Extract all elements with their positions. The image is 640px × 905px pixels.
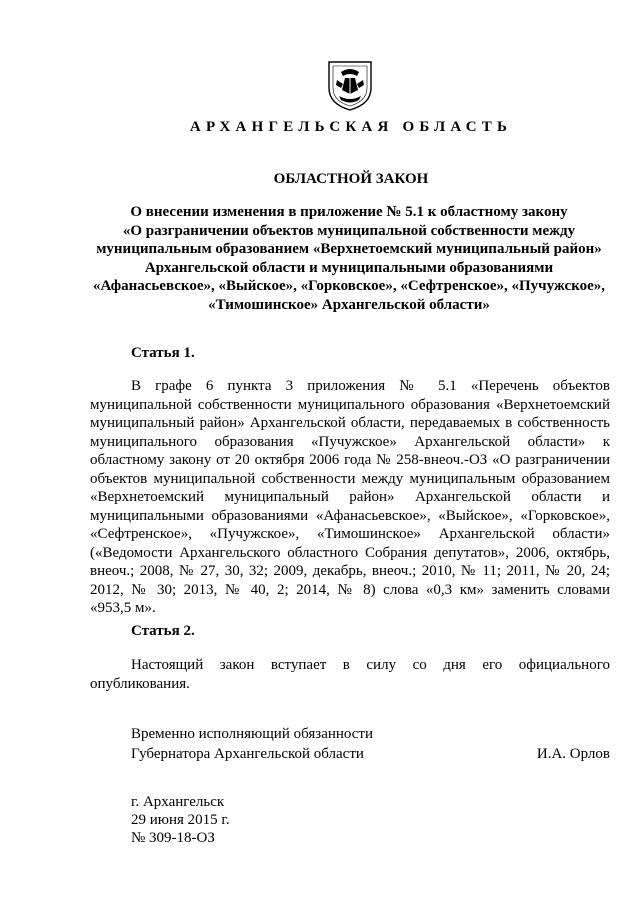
signature-block [131, 724, 610, 764]
text-line: муниципального образования «Пучужское» Архангельской области» к [90, 433, 610, 450]
text-line: 2012, № 30; 2013, № 40, 2; 2014, № 8) слова «0,3 км» заменить словами [90, 581, 610, 598]
article-2-heading: Статья 2. [131, 623, 195, 639]
text-line: «Сефтренское», «Пучужское», «Тимошинское» Архангельской области» [90, 526, 610, 542]
date: 29 июня 2015 г. [131, 812, 230, 828]
adoption-details [131, 793, 230, 847]
text-line: Настоящий закон вступает в силу со дня его официального [131, 657, 610, 673]
city: г. Архангельск [131, 794, 225, 810]
text-line: «953,5 м». [90, 600, 156, 616]
region-name: АРХАНГЕЛЬСКАЯ ОБЛАСТЬ [189, 119, 513, 135]
text-line: областному закону от 20 октября 2006 года № 258-внеоч.-ОЗ «О разграничении [90, 452, 610, 468]
article-1-heading: Статья 1. [131, 345, 195, 361]
law-title-line: Архангельской области и муниципальными образованиями [144, 259, 554, 276]
law-title-line: О внесении изменения в приложение № 5.1 к областному закону [130, 204, 568, 220]
text-line: опубликования. [90, 675, 190, 692]
document-type: ОБЛАСТНОЙ ЗАКОН [273, 171, 429, 187]
law-title-line: «Афанасьевское», «Выйское», «Горковское», «Сефтренское», «Пучужское», [92, 278, 606, 294]
law-number: № 309-18-ОЗ [131, 830, 215, 846]
text-line: «Верхнетоемский муниципальный район» Архангельской области и [90, 489, 610, 505]
text-line: внеоч.; 2008, № 27, 30, 32; 2009, декабрь, внеоч.; 2010, № 11; 2011, № 20, 24; [90, 563, 610, 579]
text-line: муниципальной собственности муниципального образования «Верхнетоемский [90, 396, 610, 413]
article-2-text [90, 656, 610, 693]
coat-of-arms-icon [327, 58, 373, 112]
text-line: В графе 6 пункта 3 приложения № 5.1 «Перечень объектов [131, 378, 610, 394]
text-line: («Ведомости Архангельского областного Собрания депутатов», 2006, октябрь, [90, 544, 610, 561]
signer-position: Временно исполняющий обязанности [131, 726, 374, 742]
law-title [88, 203, 610, 314]
law-title-line: «Тимошинское» Архангельской области» [208, 296, 490, 313]
law-title-line: муниципальным образованием «Верхнетоемский муниципальный район» [96, 241, 602, 257]
signer-name: И.А. Орлов [536, 746, 610, 762]
text-line: объектов муниципальной собственности между муниципальным образованием [90, 470, 610, 487]
text-line: муниципальный район» Архангельской области, передаваемых в собственность [90, 415, 610, 431]
law-title-line: «О разграничении объектов муниципальной собственности между [122, 222, 576, 239]
signer-position: Губернатора Архангельской области [131, 746, 364, 762]
article-1-text [90, 377, 610, 618]
text-line: муниципальными образованиями «Афанасьевское», «Выйское», «Горковское», [90, 507, 610, 524]
